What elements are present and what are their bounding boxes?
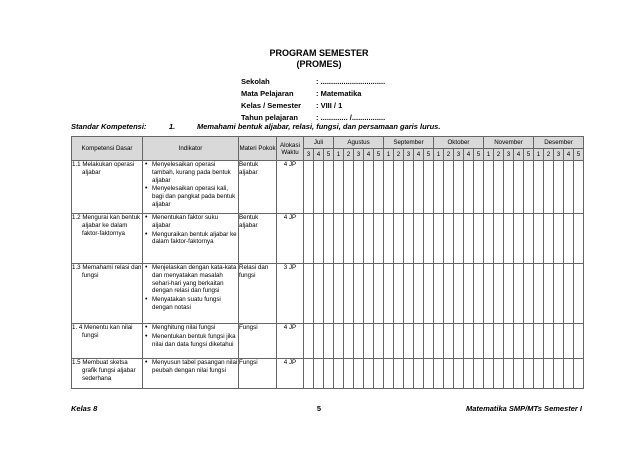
week-cell [554, 214, 564, 264]
week-cell [574, 161, 584, 214]
standar-number: 1. [169, 122, 176, 131]
week-cell [384, 324, 394, 359]
week-cell [404, 161, 414, 214]
table-row [72, 161, 584, 214]
week-cell [574, 324, 584, 359]
week-cell [374, 264, 384, 324]
info-row-mata-pelajaran [241, 88, 385, 100]
kompetensi-dasar-cell [72, 214, 143, 264]
week-number: 5 [524, 149, 534, 161]
week-cell [484, 324, 494, 359]
indikator-cell [143, 264, 239, 324]
week-cell [424, 214, 434, 264]
week-cell [494, 359, 504, 389]
week-cell [464, 324, 474, 359]
week-cell [354, 264, 364, 324]
header-materi-pokok: Materi Pokok [239, 137, 277, 161]
week-number: 1 [384, 149, 394, 161]
week-cell [514, 324, 524, 359]
week-number: 5 [474, 149, 484, 161]
month-september: September [384, 137, 434, 149]
week-number: 3 [354, 149, 364, 161]
week-cell [514, 359, 524, 389]
week-cell [564, 161, 574, 214]
week-number: 2 [444, 149, 454, 161]
indikator-item: • Menyusun tabel pasangan nilai peubah dengan nilai fungsi [143, 359, 238, 375]
week-cell [464, 359, 474, 389]
week-number: 3 [454, 149, 464, 161]
week-cell [304, 264, 314, 324]
kompetensi-dasar-text: 1.2 Mengurai kan bentuk aljabar ke dalam faktor-faktornya [72, 214, 141, 237]
week-cell [324, 264, 334, 324]
info-row-kelas-semester [241, 100, 385, 112]
info-value: : ............. /................ [316, 113, 386, 122]
table-row [72, 214, 584, 264]
standar-kompetensi [71, 122, 440, 131]
week-cell [364, 264, 374, 324]
indikator-cell [143, 214, 239, 264]
week-cell [444, 359, 454, 389]
week-cell [544, 359, 554, 389]
week-cell [414, 214, 424, 264]
week-cell [414, 264, 424, 324]
week-cell [324, 324, 334, 359]
month-oktober: Oktober [434, 137, 484, 149]
week-number: 1 [484, 149, 494, 161]
week-cell [324, 214, 334, 264]
week-cell [314, 264, 324, 324]
week-cell [344, 359, 354, 389]
week-cell [544, 214, 554, 264]
week-cell [414, 324, 424, 359]
week-cell [494, 214, 504, 264]
week-number: 5 [324, 149, 334, 161]
week-cell [464, 214, 474, 264]
week-cell [484, 161, 494, 214]
week-number: 4 [314, 149, 324, 161]
table-row [72, 359, 584, 389]
indikator-item: • Menghitung nilai fungsi [143, 324, 238, 332]
week-cell [484, 359, 494, 389]
week-cell [424, 324, 434, 359]
week-cell [514, 264, 524, 324]
week-cell [454, 324, 464, 359]
week-cell [334, 359, 344, 389]
week-cell [434, 214, 444, 264]
indikator-item: • Menyelesaikan operasi kali, bagi dan pangkat pada bentuk aljabar [143, 185, 238, 208]
indikator-cell [143, 359, 239, 389]
week-cell [434, 324, 444, 359]
week-number: 2 [544, 149, 554, 161]
week-cell [304, 161, 314, 214]
week-cell [434, 264, 444, 324]
materi-pokok-cell: Bentuk aljabar [239, 214, 277, 264]
kompetensi-dasar-text: 1.1 Melakukan operasi aljabar [72, 161, 135, 176]
month-november: November [484, 137, 534, 149]
week-number: 3 [404, 149, 414, 161]
week-cell [404, 214, 414, 264]
alokasi-waktu-cell: 4 JP [277, 161, 304, 214]
kompetensi-dasar-cell [72, 161, 143, 214]
footer-class: Kelas 8 [71, 404, 98, 413]
week-cell [404, 359, 414, 389]
kompetensi-dasar-cell [72, 324, 143, 359]
week-cell [444, 324, 454, 359]
info-value: : Matematika [316, 89, 362, 98]
week-number: 3 [304, 149, 314, 161]
alokasi-waktu-cell: 4 JP [277, 214, 304, 264]
week-cell [424, 161, 434, 214]
week-cell [454, 359, 464, 389]
week-number: 1 [434, 149, 444, 161]
week-cell [544, 264, 554, 324]
promes-table [71, 136, 584, 389]
week-cell [374, 161, 384, 214]
week-cell [394, 359, 404, 389]
week-cell [564, 324, 574, 359]
week-cell [534, 264, 544, 324]
week-cell [514, 214, 524, 264]
indikator-item: • Menentukan bentuk fungsi jika nilai dan data fungsi diketahui [143, 333, 238, 349]
week-cell [344, 264, 354, 324]
week-number: 4 [364, 149, 374, 161]
week-cell [554, 264, 564, 324]
week-number: 2 [394, 149, 404, 161]
week-cell [314, 324, 324, 359]
header-alokasi-waktu: Alokasi Waktu [277, 137, 304, 161]
week-cell [534, 161, 544, 214]
week-cell [434, 161, 444, 214]
week-cell [374, 324, 384, 359]
footer-subject: Matematika SMP/MTs Semester I [465, 404, 582, 413]
week-cell [504, 161, 514, 214]
week-cell [314, 214, 324, 264]
week-number: 4 [464, 149, 474, 161]
week-cell [394, 324, 404, 359]
week-number: 5 [574, 149, 584, 161]
table-row [72, 264, 584, 324]
week-cell [564, 214, 574, 264]
week-cell [524, 161, 534, 214]
week-cell [344, 161, 354, 214]
week-cell [354, 359, 364, 389]
indikator-item: • Menyelesaikan operasi tambah, kurang pada bentuk aljabar [143, 161, 238, 184]
week-cell [574, 264, 584, 324]
info-label: Sekolah [241, 77, 270, 86]
month-agustus: Agustus [334, 137, 384, 149]
header-kompetensi-dasar: Kompetensi Dasar [72, 137, 143, 161]
week-cell [524, 359, 534, 389]
week-cell [304, 324, 314, 359]
week-cell [324, 161, 334, 214]
week-cell [474, 214, 484, 264]
week-cell [334, 264, 344, 324]
standar-text: Memahami bentuk aljabar, relasi, fungsi, dan persamaan garis lurus. [197, 122, 441, 131]
kompetensi-dasar-cell [72, 359, 143, 389]
info-value: : VIII / 1 [316, 101, 343, 110]
week-cell [534, 214, 544, 264]
week-cell [334, 324, 344, 359]
info-label: Kelas / Semester [241, 101, 302, 110]
week-cell [424, 264, 434, 324]
week-cell [494, 161, 504, 214]
week-cell [474, 359, 484, 389]
week-cell [344, 324, 354, 359]
week-cell [554, 161, 564, 214]
week-cell [394, 214, 404, 264]
week-cell [384, 161, 394, 214]
week-number: 1 [534, 149, 544, 161]
week-cell [354, 214, 364, 264]
week-cell [304, 214, 314, 264]
page-title: PROGRAM SEMESTER [269, 48, 369, 58]
week-cell [524, 264, 534, 324]
materi-pokok-cell: Fungsi [239, 324, 277, 359]
week-cell [544, 161, 554, 214]
week-cell [524, 214, 534, 264]
week-cell [374, 359, 384, 389]
info-row-sekolah [241, 76, 385, 88]
indikator-cell [143, 324, 239, 359]
week-number: 2 [344, 149, 354, 161]
alokasi-waktu-cell: 4 JP [277, 324, 304, 359]
week-number: 3 [504, 149, 514, 161]
info-label: Tahun pelajaran [241, 113, 298, 122]
week-number: 5 [374, 149, 384, 161]
week-cell [374, 214, 384, 264]
week-cell [334, 161, 344, 214]
week-cell [454, 161, 464, 214]
week-cell [494, 264, 504, 324]
week-number: 2 [494, 149, 504, 161]
week-cell [334, 214, 344, 264]
week-cell [564, 359, 574, 389]
alokasi-waktu-cell: 4 JP [277, 359, 304, 389]
week-cell [324, 359, 334, 389]
week-cell [504, 214, 514, 264]
week-cell [424, 359, 434, 389]
school-info [241, 76, 385, 124]
week-cell [444, 161, 454, 214]
week-cell [474, 264, 484, 324]
month-desember: Desember [534, 137, 584, 149]
week-cell [474, 324, 484, 359]
week-cell [504, 359, 514, 389]
week-number: 4 [514, 149, 524, 161]
header-indikator: Indikator [143, 137, 239, 161]
week-number: 1 [334, 149, 344, 161]
week-cell [514, 161, 524, 214]
week-cell [354, 324, 364, 359]
standar-label: Standar Kompetensi: [71, 122, 147, 131]
week-cell [304, 359, 314, 389]
kompetensi-dasar-text: 1.5 Membuat sketsa grafik fungsi aljabar sederhana [72, 359, 136, 382]
indikator-cell [143, 161, 239, 214]
week-cell [534, 324, 544, 359]
week-number: 4 [414, 149, 424, 161]
week-cell [354, 161, 364, 214]
table-row [72, 324, 584, 359]
week-cell [574, 359, 584, 389]
week-cell [574, 214, 584, 264]
week-cell [434, 359, 444, 389]
week-cell [484, 214, 494, 264]
week-cell [554, 324, 564, 359]
week-cell [364, 359, 374, 389]
week-number: 3 [554, 149, 564, 161]
info-label: Mata Pelajaran [241, 89, 294, 98]
alokasi-waktu-cell: 3 JP [277, 264, 304, 324]
week-cell [394, 264, 404, 324]
week-cell [364, 161, 374, 214]
page-number: 5 [316, 404, 322, 413]
week-cell [314, 161, 324, 214]
week-cell [444, 214, 454, 264]
week-cell [564, 264, 574, 324]
week-cell [484, 264, 494, 324]
week-cell [384, 214, 394, 264]
week-cell [384, 264, 394, 324]
week-cell [504, 264, 514, 324]
info-value: : ............................... [316, 77, 386, 86]
page-subtitle: (PROMES) [296, 59, 342, 69]
week-cell [504, 324, 514, 359]
materi-pokok-cell: Relasi dan fungsi [239, 264, 277, 324]
week-cell [474, 161, 484, 214]
month-juli: Juli [304, 137, 334, 149]
indikator-item: • Menjelaskan dengan kata-kata dan menyatakan masalah sehari-hari yang berkaitan dengan relasi dan fungsi [143, 264, 238, 295]
week-cell [454, 214, 464, 264]
week-cell [344, 214, 354, 264]
materi-pokok-cell: Bentuk aljabar [239, 161, 277, 214]
week-cell [454, 264, 464, 324]
week-cell [444, 264, 454, 324]
indikator-item: • Menguraikan bentuk aljabar ke dalam faktor-faktornya [143, 231, 238, 247]
week-cell [554, 359, 564, 389]
kompetensi-dasar-cell [72, 264, 143, 324]
week-cell [314, 359, 324, 389]
week-cell [464, 264, 474, 324]
week-cell [364, 214, 374, 264]
table-header-months [72, 137, 584, 149]
week-cell [364, 324, 374, 359]
week-cell [524, 324, 534, 359]
week-cell [394, 161, 404, 214]
week-cell [534, 359, 544, 389]
week-cell [404, 324, 414, 359]
week-cell [414, 359, 424, 389]
indikator-item: • Menyatakan suatu fungsi dengan notasi [143, 296, 238, 312]
week-cell [384, 359, 394, 389]
week-number: 4 [564, 149, 574, 161]
week-cell [404, 264, 414, 324]
week-cell [414, 161, 424, 214]
indikator-item: • Menentukan faktor suku aljabar [143, 214, 238, 230]
kompetensi-dasar-text: 1.3 Memahami relasi dan fungsi [72, 264, 142, 279]
week-cell [544, 324, 554, 359]
week-number: 5 [424, 149, 434, 161]
materi-pokok-cell: Fungsi [239, 359, 277, 389]
week-cell [494, 324, 504, 359]
kompetensi-dasar-text: 1. 4 Menentu kan nilai fungsi [72, 324, 133, 339]
week-cell [464, 161, 474, 214]
